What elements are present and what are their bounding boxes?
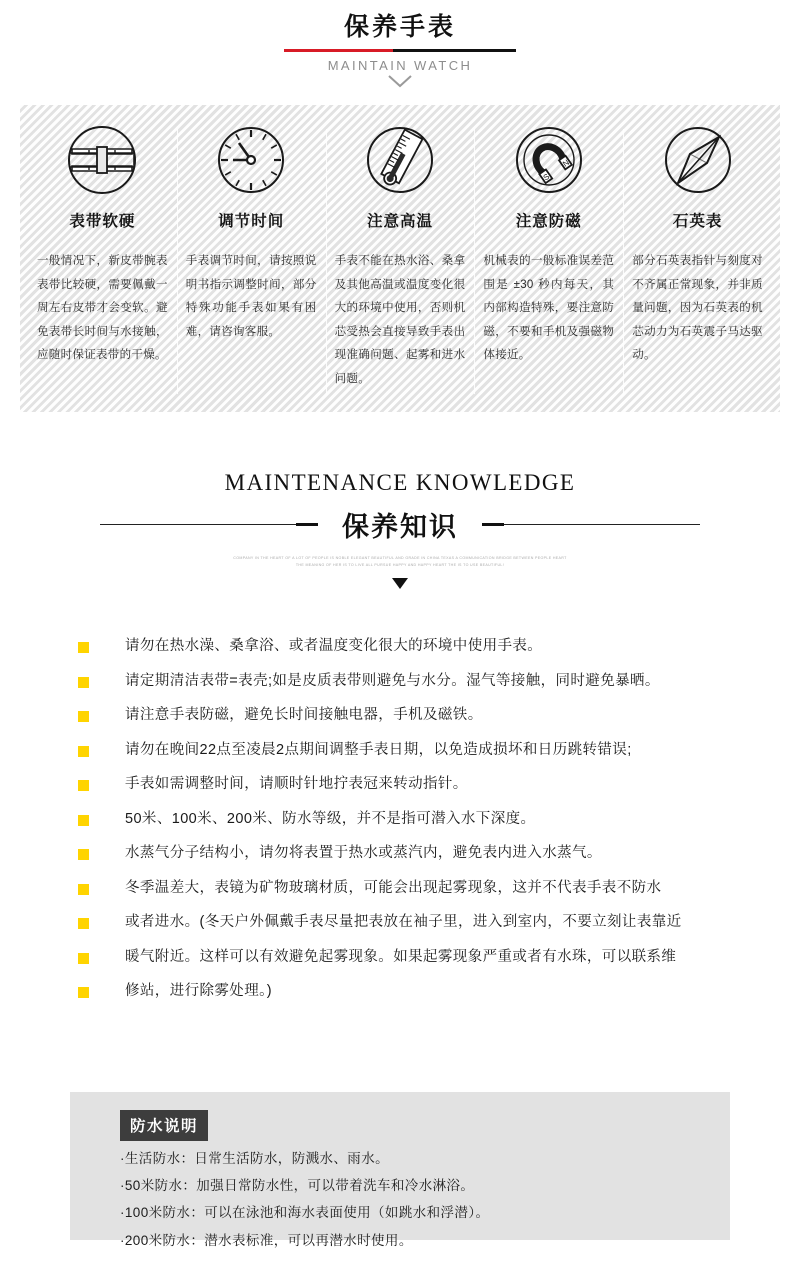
bullet-square-icon xyxy=(78,642,89,653)
section-title-row xyxy=(100,505,700,544)
list-item xyxy=(78,878,728,913)
list-item-text: 冬季温差大，表镜为矿物玻璃材质，可能会出现起雾现象，这并不代表手表不防水 xyxy=(125,879,662,896)
crystal-icon xyxy=(661,123,735,197)
bullet-square-icon xyxy=(78,987,89,998)
list-item xyxy=(78,671,728,706)
title-divider-rule xyxy=(284,49,516,52)
list-item-text: 或者进水。(冬天户外佩戴手表尽量把表放在袖子里，进入到室内，不要立刻让表靠近 xyxy=(125,914,682,930)
magnet-icon xyxy=(512,123,586,197)
section-title-en: MAINTENANCE KNOWLEDGE xyxy=(224,470,576,495)
list-item-text: 手表如需调整时间，请顺时针地拧表冠来转动指针。 xyxy=(125,776,468,792)
care-label: 表带软硬 xyxy=(69,213,136,230)
list-item-text: 请定期清洁表带=表壳;如是皮质表带则避免与水分。湿气等接触，同时避免暴晒。 xyxy=(125,672,660,689)
chevron-down-icon xyxy=(387,74,413,91)
maintenance-knowledge-header xyxy=(0,470,800,589)
tagline-line-1: COMPANY IN THE HEART OF A LOT OF PEOPLE IS NOBLE ELEGANT BEAUTIFUL AND GRADE IN CHINA TEXAS A COMMUNICATION BRIDGE BETWEEN PEOPLE HEART xyxy=(233,556,567,560)
list-item-text: 修站，进行除雾处理。) xyxy=(125,983,272,999)
list-item xyxy=(78,740,728,775)
list-item xyxy=(78,912,728,947)
bullet-square-icon xyxy=(78,918,89,929)
care-column-quartz xyxy=(623,123,772,402)
list-item-text: 水蒸气分子结构小，请勿将表置于热水或蒸汽内，避免表内进入水蒸气。 xyxy=(125,845,602,861)
bullet-square-icon xyxy=(78,677,89,688)
list-item-text: 50米、100米、200米、防水等级，并不是指可潜入水下深度。 xyxy=(125,810,536,827)
rule-right xyxy=(482,524,700,525)
list-item xyxy=(78,636,728,671)
list-item-text: 暖气附近。这样可以有效避免起雾现象。如果起雾现象严重或者有水珠，可以联系维 xyxy=(125,948,677,965)
care-description: 手表不能在热水浴、桑拿及其他高温或温度变化很大的环境中使用，否则机芯受热会直接导致手表出现准确问题、起雾和进水问题。 xyxy=(334,255,466,385)
list-item xyxy=(78,843,728,878)
bullet-square-icon xyxy=(78,884,89,895)
care-label: 注意高温 xyxy=(366,213,433,230)
list-item-text: 请注意手表防磁，避免长时间接触电器，手机及磁铁。 xyxy=(125,707,483,723)
svg-text:N: N xyxy=(560,158,571,169)
care-description: 部分石英表指针与刻度对不齐属正常现象，并非质量问题，因为石英表的机芯动力为石英震子马达驱动。 xyxy=(632,255,763,362)
maintain-watch-header xyxy=(0,0,800,91)
section-title-cn: 保养知识 xyxy=(342,512,458,542)
care-description: 手表调节时间，请按照说明书指示调整时间，部分特殊功能手表如果有困难，请咨询客服。 xyxy=(185,255,317,338)
rule-left xyxy=(100,524,318,525)
waterproof-line: ·50米防水：加强日常防水性，可以带着洗车和冷水淋浴。 xyxy=(120,1178,475,1194)
care-description: 机械表的一般标准误差范围是 ±30 秒内每天，其内部构造特殊，要注意防磁，不要和手机及强磁物体接近。 xyxy=(483,255,615,362)
care-description: 一般情况下，新皮带腕表表带比较硬，需要佩戴一周左右皮带才会变软。避免表带长时间与水接触，应随时保证表带的干燥。 xyxy=(37,255,168,362)
list-item xyxy=(78,774,728,809)
waterproof-line: ·200米防水：潜水表标准，可以再潜水时使用。 xyxy=(120,1232,413,1248)
list-item xyxy=(78,809,728,844)
waterproof-info-panel xyxy=(70,1092,730,1248)
bullet-square-icon xyxy=(78,815,89,826)
bullet-square-icon xyxy=(78,953,89,964)
care-label: 石英表 xyxy=(672,213,723,230)
svg-text:S: S xyxy=(541,171,551,183)
care-column-heat xyxy=(326,123,475,402)
watch-strap-icon xyxy=(65,123,139,197)
list-item xyxy=(78,947,728,982)
waterproof-line: ·生活防水：日常生活防水，防溅水、雨水。 xyxy=(120,1151,389,1166)
thermometer-icon xyxy=(363,123,437,197)
tagline-line-2: THE MEANING OF HER IS TO LIVE ALL PURSUE HAPPY AND HAPPY HEART THE IS TO USE BEAUTIFUL! xyxy=(295,563,505,568)
section-tagline xyxy=(190,555,610,569)
care-column-magnet xyxy=(474,123,623,402)
care-label: 调节时间 xyxy=(218,213,285,230)
list-item xyxy=(78,705,728,740)
bullet-square-icon xyxy=(78,780,89,791)
care-column-time xyxy=(177,123,326,402)
care-column-strap xyxy=(28,123,177,402)
bullet-square-icon xyxy=(78,711,89,722)
clock-icon xyxy=(214,123,288,197)
waterproof-panel-title: 防水说明 xyxy=(120,1110,208,1141)
care-label: 注意防磁 xyxy=(515,213,582,230)
list-item-text: 请勿在热水澡、桑拿浴、或者温度变化很大的环境中使用手表。 xyxy=(125,638,543,654)
maintenance-tips-list xyxy=(78,636,728,1016)
bullet-square-icon xyxy=(78,849,89,860)
bullet-square-icon xyxy=(78,746,89,757)
waterproof-line: ·100米防水：可以在泳池和海水表面使用（如跳水和浮潜）。 xyxy=(120,1205,490,1221)
list-item-text: 请勿在晚间22点至凌晨2点期间调整手表日期，以免造成损坏和日历跳转错误; xyxy=(125,741,632,758)
triangle-down-icon xyxy=(392,578,408,589)
watch-care-icon-panel xyxy=(20,105,780,412)
list-item xyxy=(78,981,728,1016)
page-title: 保养手表 xyxy=(343,13,456,41)
page-subtitle: MAINTAIN WATCH xyxy=(327,57,473,73)
